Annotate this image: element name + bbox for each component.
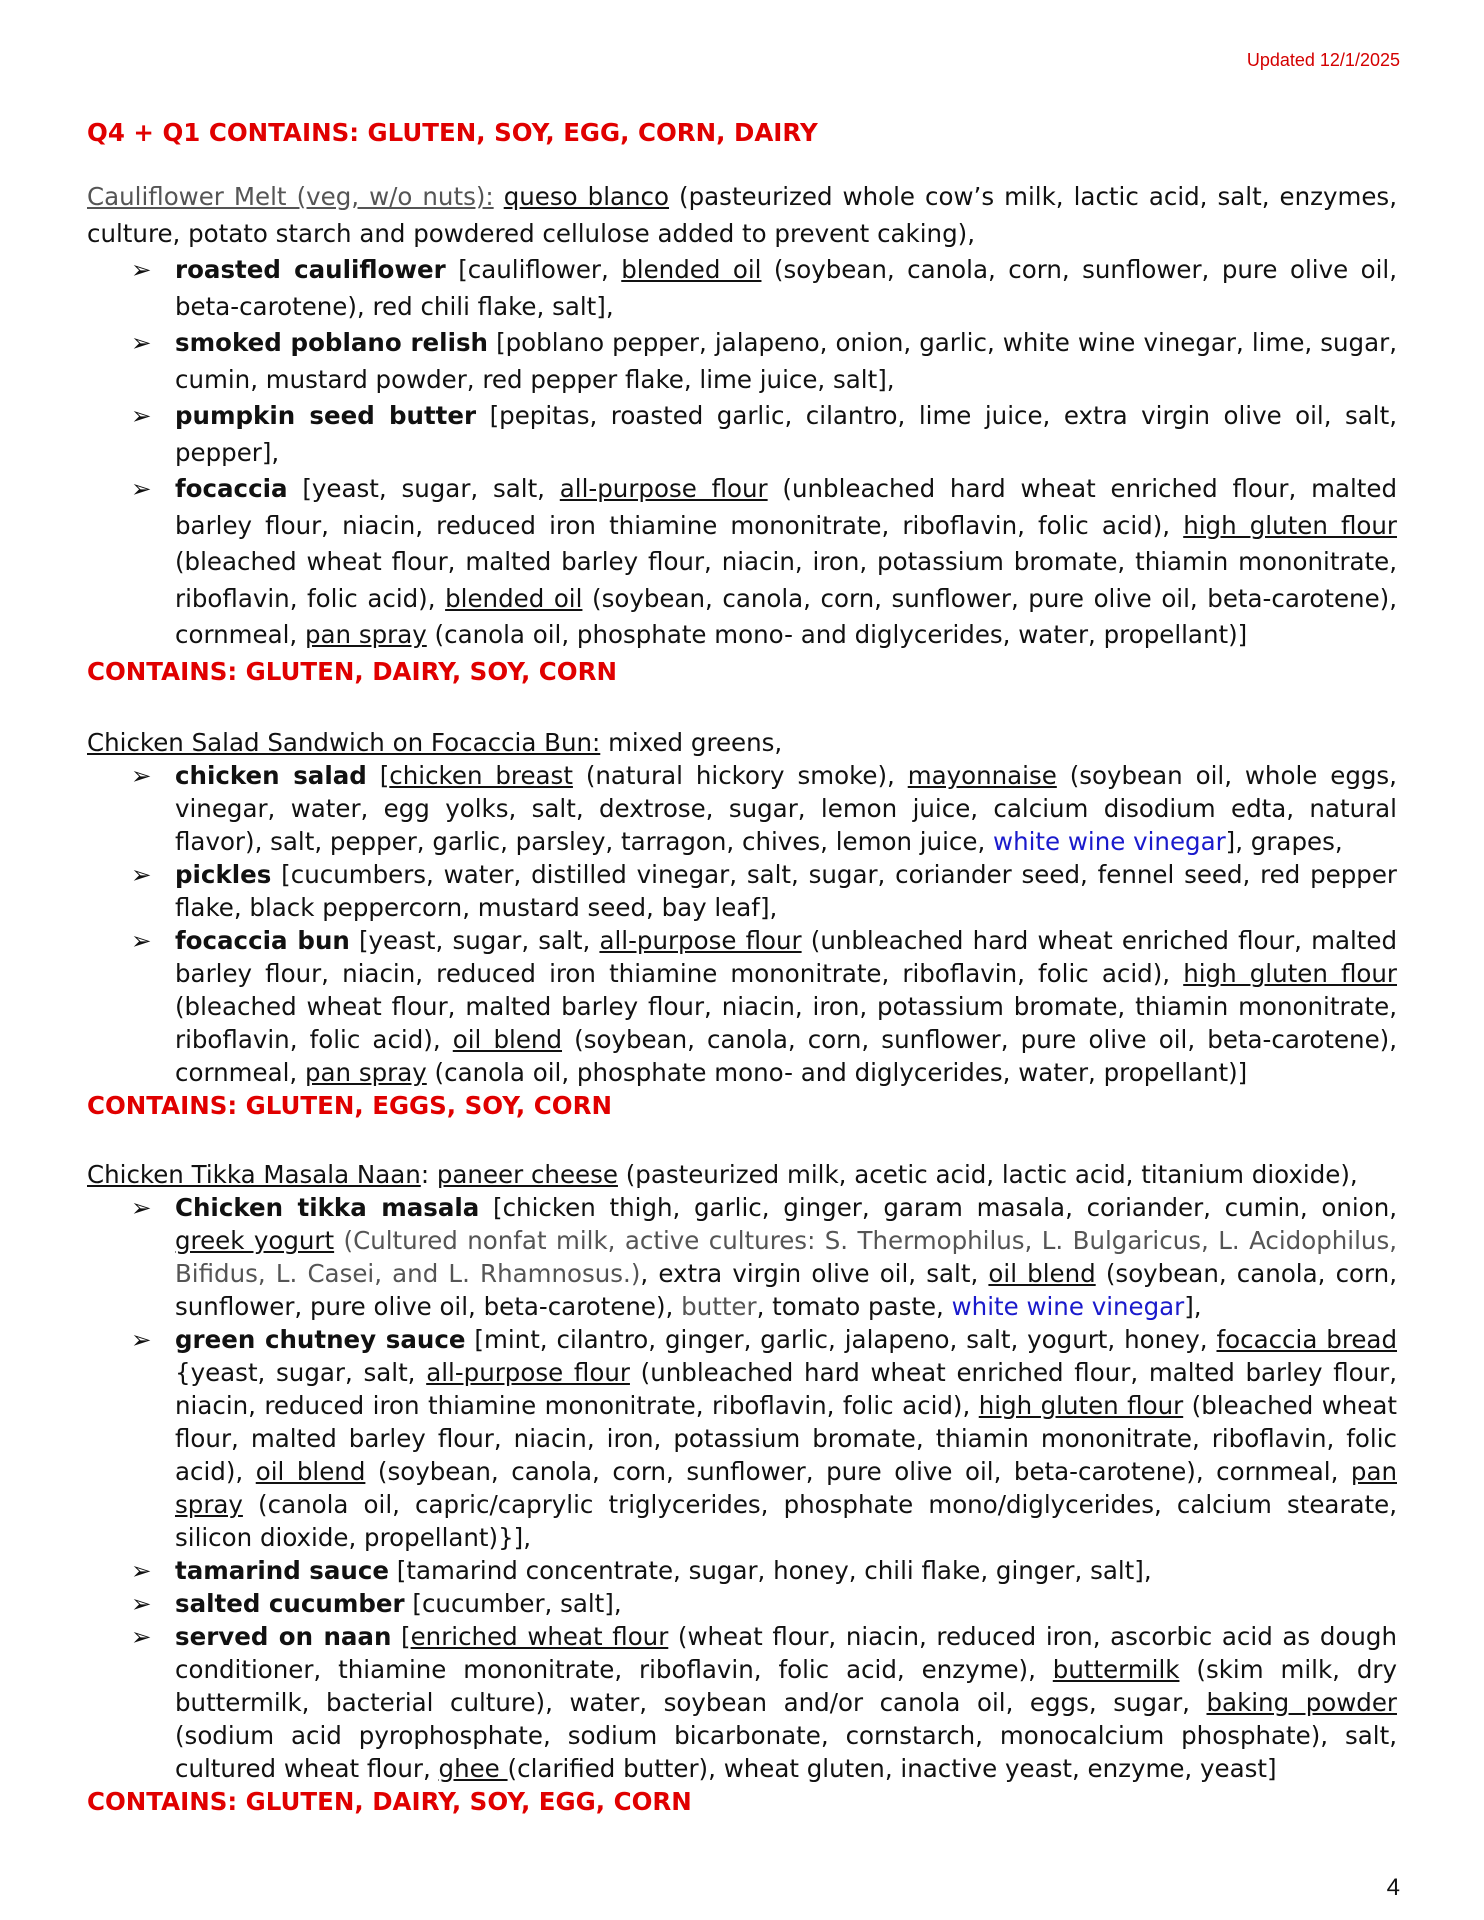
allergen-contains: CONTAINS: GLUTEN, DAIRY, SOY, CORN bbox=[87, 656, 617, 686]
list-item: ➢ smoked poblano relish [poblano pepper, jalapeno, onion, garlic, white wine vinegar, lime, sugar, cumin, mustard powder, red pepper flake, lime juice, salt], bbox=[87, 325, 1397, 398]
item-title: Chicken Tikka Masala Naan bbox=[87, 1160, 421, 1189]
list-item: ➢ Chicken tikka masala [chicken thigh, garlic, ginger, garam masala, coriander, cumin, onion, greek yogurt (Cultured nonfat milk, active cultures: S. Thermophilus, L. Bulgaricus, L. Acidophilus, Bifidus, L. Casei, and L. Rhamnosus.), extra virgin olive oil, salt, oil blend (soybean, canola, corn, sunflower, pure olive oil, beta-carotene), butter, tomato paste, white wine vinegar], bbox=[131, 1193, 1398, 1321]
arrow-bullet-icon: ➢ bbox=[131, 401, 152, 430]
menu-item-cauliflower-melt bbox=[87, 179, 1397, 690]
list-item: ➢ pumpkin seed butter [pepitas, roasted garlic, cilantro, lime juice, extra virgin olive oil, salt, pepper], bbox=[87, 398, 1397, 471]
top-allergen-heading: Q4 + Q1 CONTAINS: GLUTEN, SOY, EGG, CORN, DAIRY bbox=[87, 118, 818, 147]
ingredient-list bbox=[87, 252, 1397, 654]
arrow-bullet-icon: ➢ bbox=[131, 1622, 152, 1651]
list-item: ➢ chicken salad [chicken breast (natural hickory smoke), mayonnaise (soybean oil, whole eggs, vinegar, water, egg yolks, salt, dextrose, sugar, lemon juice, calcium disodium edta, natural flavor), salt, pepper, garlic, parsley, tarragon, chives, lemon juice, white wine vinegar], grapes, bbox=[131, 761, 1397, 856]
list-item: ➢ roasted cauliflower [cauliflower, blended oil (soybean, canola, corn, sunflower, pure olive oil, beta-carotene), red chili flake, salt], bbox=[87, 252, 1397, 325]
arrow-bullet-icon: ➢ bbox=[131, 255, 152, 284]
list-item: ➢ focaccia [yeast, sugar, salt, all-purpose flour (unbleached hard wheat enriched flour, malted barley flour, niacin, reduced iron thiamine mononitrate, riboflavin, folic acid), high gluten flour (bleached wheat flour, malted barley flour, niacin, iron, potassium bromate, thiamin mononitrate, riboflavin, folic acid), blended oil (soybean, canola, corn, sunflower, pure olive oil, beta-carotene), cornmeal, pan spray (canola oil, phosphate mono- and diglycerides, water, propellant)] bbox=[87, 471, 1397, 654]
item-intro: Chicken Salad Sandwich on Focaccia Bun: mixed greens, bbox=[87, 728, 783, 757]
arrow-bullet-icon: ➢ bbox=[131, 1589, 152, 1618]
list-item: ➢ focaccia bun [yeast, sugar, salt, all-purpose flour (unbleached hard wheat enriched flour, malted barley flour, niacin, reduced iron thiamine mononitrate, riboflavin, folic acid), high gluten flour (bleached wheat flour, malted barley flour, niacin, iron, potassium bromate, thiamin mononitrate, riboflavin, folic acid), oil blend (soybean, canola, corn, sunflower, pure olive oil, beta-carotene), cornmeal, pan spray (canola oil, phosphate mono- and diglycerides, water, propellant)] bbox=[131, 926, 1397, 1087]
allergen-contains: CONTAINS: GLUTEN, EGGS, SOY, CORN bbox=[87, 1091, 612, 1120]
list-item: ➢ served on naan [enriched wheat flour (wheat flour, niacin, reduced iron, ascorbic acid as dough conditioner, thiamine mononitrate, riboflavin, folic acid, enzyme), buttermilk (skim milk, dry buttermilk, bacterial culture), water, soybean and/or canola oil, eggs, sugar, baking powder (sodium acid pyrophosphate, sodium bicarbonate, cornstarch, monocalcium phosphate), salt, cultured wheat flour, ghee (clarified butter), wheat gluten, inactive yeast, enzyme, yeast] bbox=[131, 1622, 1397, 1783]
arrow-bullet-icon: ➢ bbox=[131, 474, 152, 503]
list-item: ➢ tamarind sauce [tamarind concentrate, sugar, honey, chili flake, ginger, salt], bbox=[131, 1556, 1152, 1585]
page-number: 4 bbox=[1386, 1874, 1400, 1901]
arrow-bullet-icon: ➢ bbox=[131, 1556, 152, 1585]
ingredient-list bbox=[87, 759, 1397, 1089]
item-title: Cauliflower Melt (veg, w/o nuts): bbox=[87, 182, 494, 211]
list-item: ➢ green chutney sauce [mint, cilantro, ginger, garlic, jalapeno, salt, yogurt, honey, focaccia bread {yeast, sugar, salt, all-purpose flour (unbleached hard wheat enriched flour, malted barley flour, niacin, reduced iron thiamine mononitrate, riboflavin, folic acid), high gluten flour (bleached wheat flour, malted barley flour, niacin, iron, potassium bromate, thiamin mononitrate, riboflavin, folic acid), oil blend (soybean, canola, corn, sunflower, pure olive oil, beta-carotene), cornmeal, pan spray (canola oil, capric/caprylic triglycerides, phosphate mono/diglycerides, calcium stearate, silicon dioxide, propellant)}], bbox=[131, 1325, 1398, 1552]
arrow-bullet-icon: ➢ bbox=[131, 761, 152, 790]
item-intro: Chicken Tikka Masala Naan: paneer cheese (pasteurized milk, acetic acid, lactic acid, titanium dioxide), bbox=[87, 1160, 1358, 1189]
arrow-bullet-icon: ➢ bbox=[131, 926, 152, 955]
item-title: Chicken Salad Sandwich on Focaccia Bun: bbox=[87, 728, 601, 757]
list-item: ➢ salted cucumber [cucumber, salt], bbox=[131, 1589, 622, 1618]
list-item: ➢ pickles [cucumbers, water, distilled vinegar, salt, sugar, coriander seed, fennel seed, red pepper flake, black peppercorn, mustard seed, bay leaf], bbox=[131, 860, 1397, 922]
updated-date: Updated 12/1/2025 bbox=[1246, 50, 1400, 70]
menu-item-chicken-salad-sandwich bbox=[87, 726, 1397, 1122]
allergen-contains: CONTAINS: GLUTEN, DAIRY, SOY, EGG, CORN bbox=[87, 1787, 692, 1816]
arrow-bullet-icon: ➢ bbox=[131, 860, 152, 889]
arrow-bullet-icon: ➢ bbox=[131, 328, 152, 357]
allergen-document bbox=[87, 116, 1397, 1818]
menu-item-chicken-tikka-masala-naan bbox=[87, 1158, 1397, 1818]
item-intro: Cauliflower Melt (veg, w/o nuts): queso blanco (pasteurized whole cow’s milk, lactic acid, salt, enzymes, culture, potato starch and powdered cellulose added to prevent caking), bbox=[87, 182, 1397, 248]
arrow-bullet-icon: ➢ bbox=[131, 1325, 152, 1354]
arrow-bullet-icon: ➢ bbox=[131, 1193, 152, 1222]
ingredient-list bbox=[87, 1191, 1397, 1785]
